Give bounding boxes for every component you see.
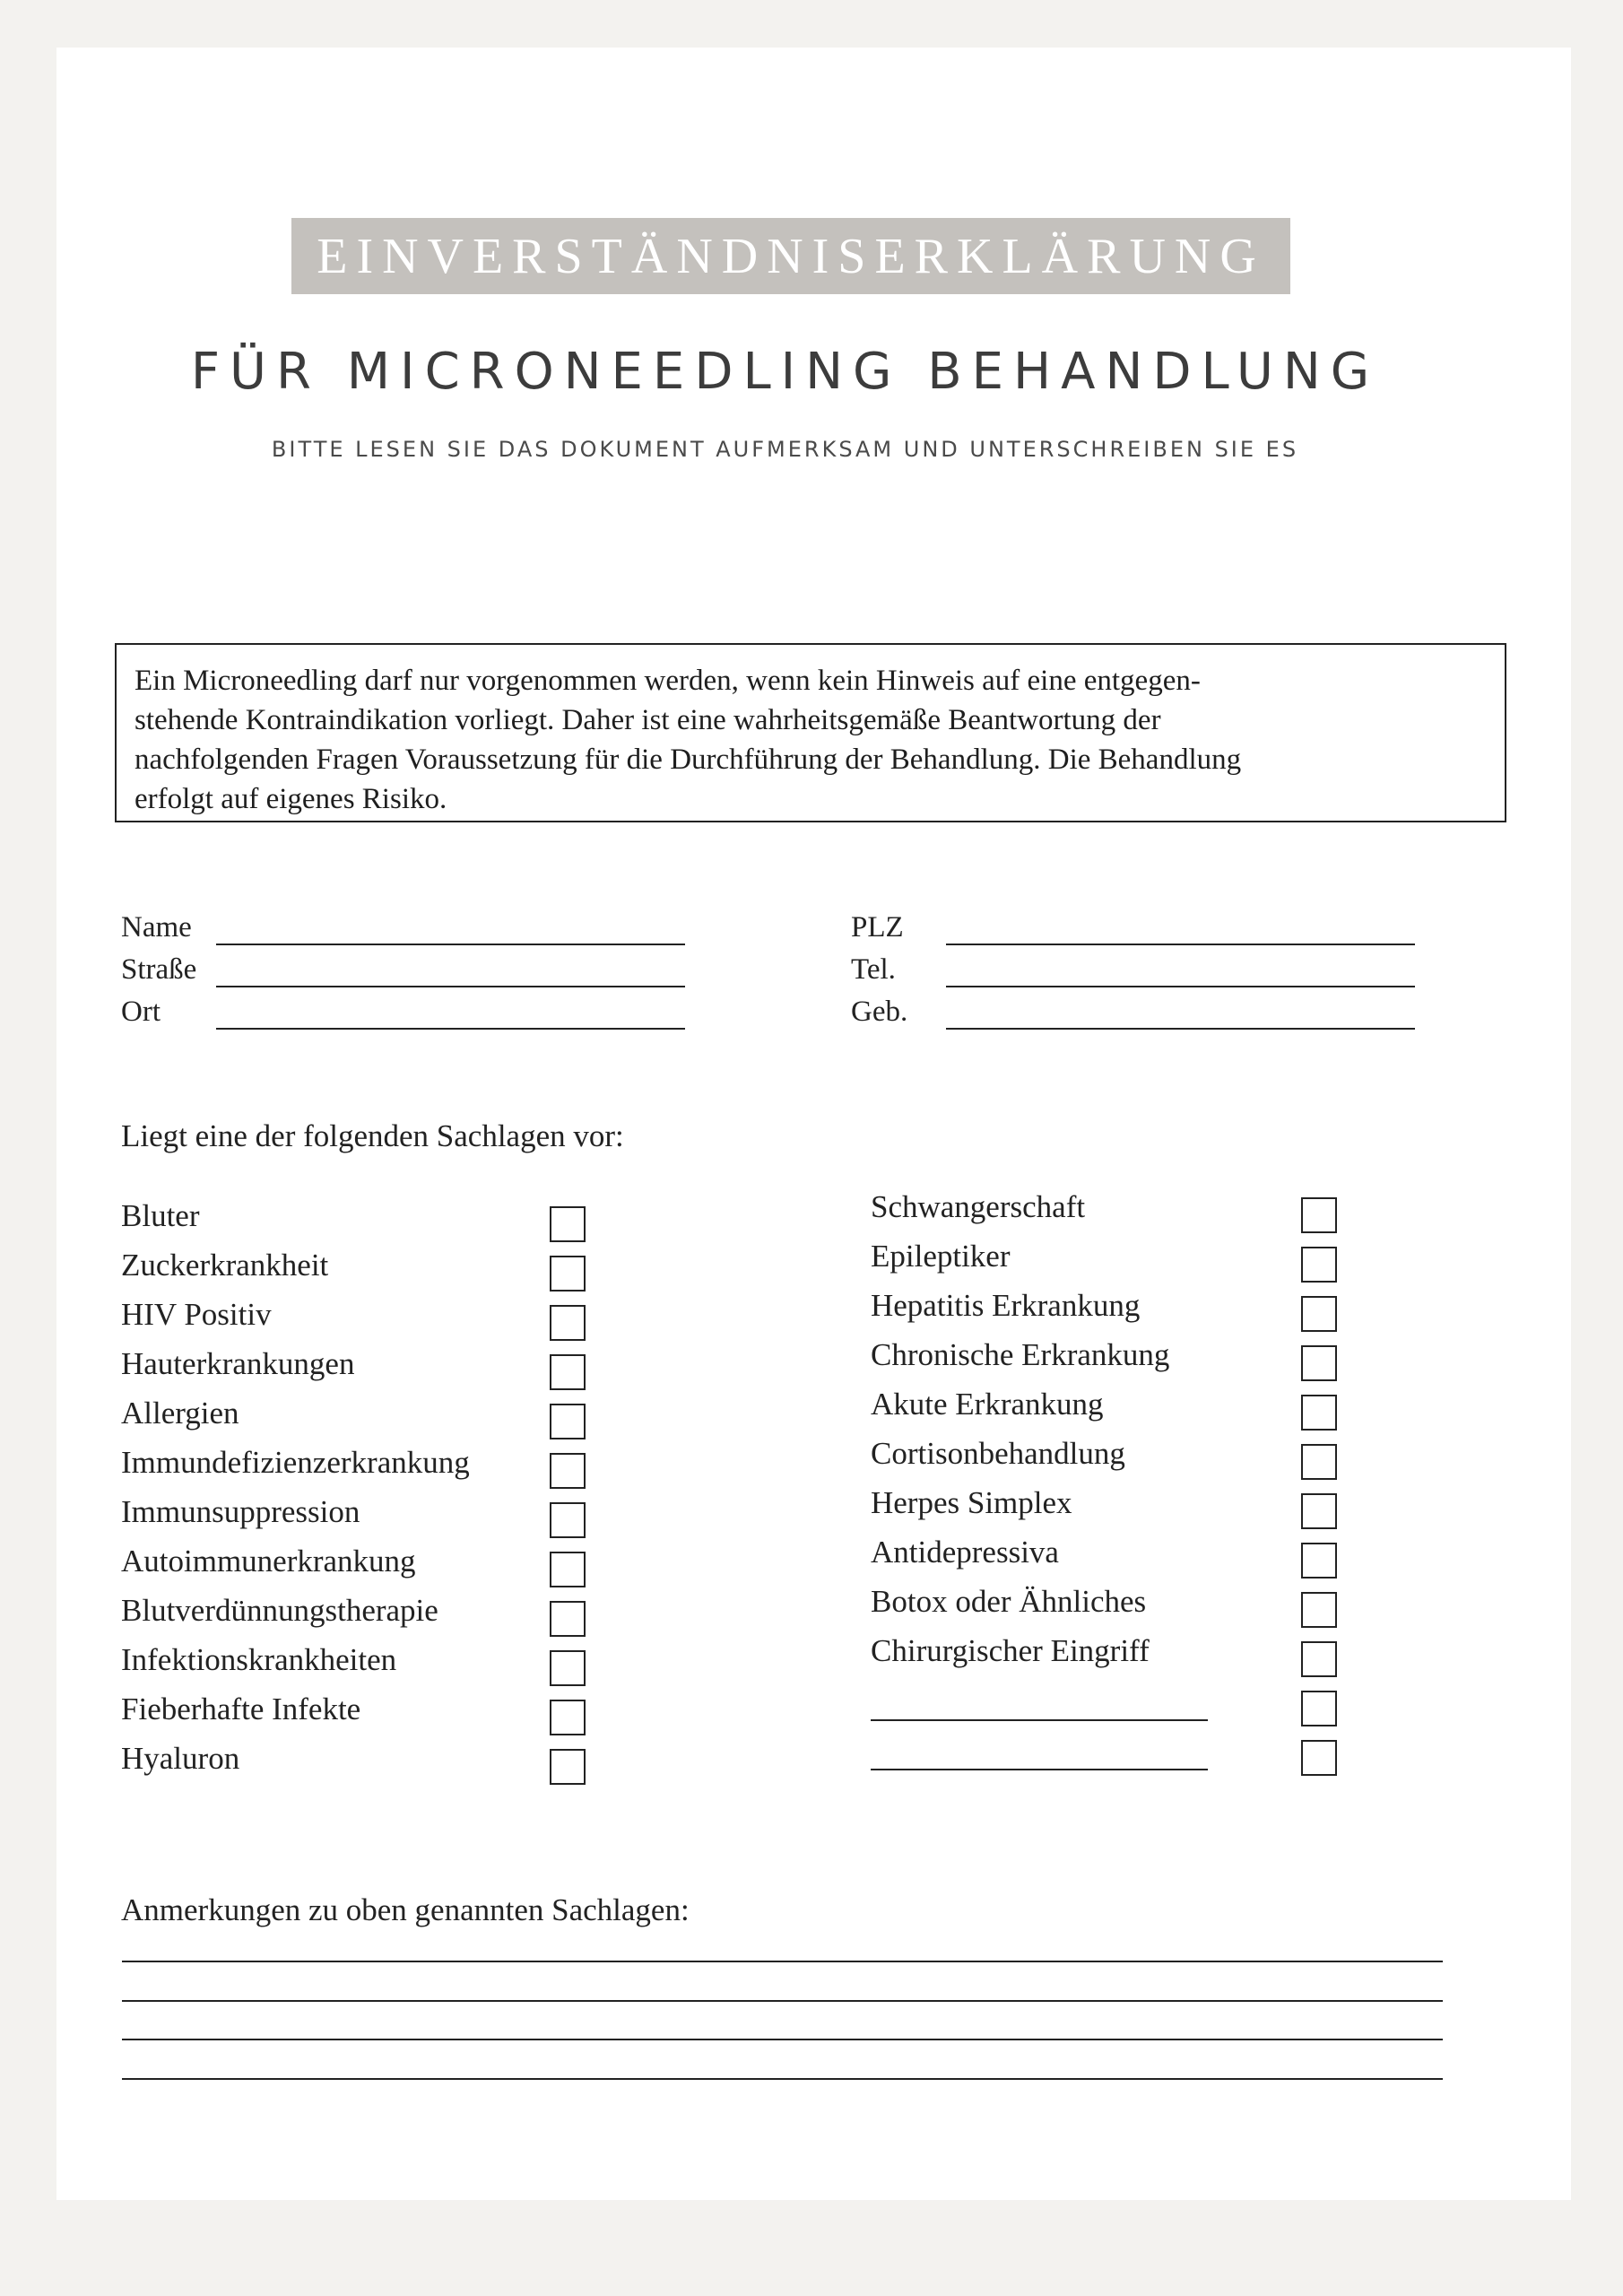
condition-label: HIV Positiv bbox=[121, 1297, 272, 1332]
condition-checkbox[interactable] bbox=[550, 1206, 586, 1242]
city-field[interactable] bbox=[216, 1028, 685, 1030]
condition-label: Botox oder Ähnliches bbox=[871, 1584, 1147, 1619]
condition-label: Akute Erkrankung bbox=[871, 1387, 1104, 1422]
condition-label: Antidepressiva bbox=[871, 1535, 1059, 1570]
remarks-line[interactable] bbox=[122, 1961, 1443, 1962]
condition-label: Allergien bbox=[121, 1396, 239, 1431]
phone-field[interactable] bbox=[946, 986, 1415, 987]
condition-label: Infektionskrankheiten bbox=[121, 1642, 397, 1677]
condition-label: Zuckerkrankheit bbox=[121, 1248, 329, 1283]
notice-box bbox=[115, 643, 1506, 822]
zip-label: PLZ bbox=[851, 911, 904, 944]
condition-label: Bluter bbox=[121, 1198, 200, 1233]
condition-checkbox[interactable] bbox=[1301, 1543, 1337, 1578]
condition-checkbox[interactable] bbox=[550, 1502, 586, 1538]
remarks-line[interactable] bbox=[122, 2078, 1443, 2080]
condition-checkbox[interactable] bbox=[550, 1453, 586, 1489]
name-field[interactable] bbox=[216, 944, 685, 945]
name-label: Name bbox=[121, 911, 192, 944]
condition-checkbox[interactable] bbox=[1301, 1296, 1337, 1332]
condition-label: Fieberhafte Infekte bbox=[121, 1692, 361, 1726]
custom-condition-field[interactable] bbox=[871, 1719, 1208, 1721]
city-label: Ort bbox=[121, 996, 161, 1028]
condition-checkbox[interactable] bbox=[550, 1256, 586, 1292]
notice-line: nachfolgenden Fragen Voraussetzung für die Durchführung der Behandlung. Die Behandlung bbox=[135, 744, 1242, 776]
condition-checkbox[interactable] bbox=[550, 1601, 586, 1637]
remarks-line[interactable] bbox=[122, 2000, 1443, 2002]
condition-label: Epileptiker bbox=[871, 1239, 1011, 1274]
birthdate-label: Geb. bbox=[851, 996, 908, 1028]
condition-checkbox[interactable] bbox=[550, 1552, 586, 1587]
condition-checkbox[interactable] bbox=[1301, 1345, 1337, 1381]
birthdate-field[interactable] bbox=[946, 1028, 1415, 1030]
street-label: Straße bbox=[121, 953, 197, 986]
condition-label: Hepatitis Erkrankung bbox=[871, 1288, 1141, 1323]
condition-label: Immundefizienzerkrankung bbox=[121, 1445, 470, 1480]
notice-line: erfolgt auf eigenes Risiko. bbox=[135, 783, 447, 815]
notice-line: stehende Kontraindikation vorliegt. Daher ist eine wahrheitsgemäße Beantwortung der bbox=[135, 704, 1161, 736]
condition-checkbox[interactable] bbox=[1301, 1493, 1337, 1529]
condition-label: Immunsuppression bbox=[121, 1494, 360, 1529]
condition-checkbox[interactable] bbox=[550, 1700, 586, 1735]
remarks-line[interactable] bbox=[122, 2039, 1443, 2040]
condition-checkbox[interactable] bbox=[550, 1650, 586, 1686]
condition-label: Autoimmunerkrankung bbox=[121, 1544, 416, 1578]
zip-field[interactable] bbox=[946, 944, 1415, 945]
form-instruction: BITTE LESEN SIE DAS DOKUMENT AUFMERKSAM UND UNTERSCHREIBEN SIE ES bbox=[271, 437, 1299, 462]
condition-label: Chronische Erkrankung bbox=[871, 1337, 1170, 1372]
conditions-question: Liegt eine der folgenden Sachlagen vor: bbox=[121, 1118, 624, 1153]
condition-checkbox[interactable] bbox=[1301, 1740, 1337, 1776]
condition-checkbox[interactable] bbox=[550, 1749, 586, 1785]
condition-checkbox[interactable] bbox=[1301, 1444, 1337, 1480]
condition-label: Hauterkrankungen bbox=[121, 1346, 355, 1381]
remarks-label: Anmerkungen zu oben genannten Sachlagen: bbox=[121, 1892, 690, 1927]
condition-label: Herpes Simplex bbox=[871, 1485, 1072, 1520]
condition-checkbox[interactable] bbox=[1301, 1592, 1337, 1628]
condition-checkbox[interactable] bbox=[550, 1404, 586, 1439]
notice-line: Ein Microneedling darf nur vorgenommen werden, wenn kein Hinweis auf eine entgegen- bbox=[135, 665, 1201, 697]
condition-label: Schwangerschaft bbox=[871, 1189, 1086, 1224]
condition-checkbox[interactable] bbox=[550, 1354, 586, 1390]
condition-label: Cortisonbehandlung bbox=[871, 1436, 1125, 1471]
form-subtitle: FÜR MICRONEEDLING BEHANDLUNG bbox=[190, 343, 1380, 401]
banner-title: EINVERSTÄNDNISERKLÄRUNG bbox=[317, 228, 1265, 284]
phone-label: Tel. bbox=[851, 953, 896, 986]
condition-label: Blutverdünnungstherapie bbox=[121, 1593, 438, 1628]
condition-checkbox[interactable] bbox=[1301, 1197, 1337, 1233]
custom-condition-field[interactable] bbox=[871, 1769, 1208, 1770]
condition-checkbox[interactable] bbox=[550, 1305, 586, 1341]
condition-label: Chirurgischer Eingriff bbox=[871, 1633, 1150, 1668]
street-field[interactable] bbox=[216, 986, 685, 987]
condition-checkbox[interactable] bbox=[1301, 1691, 1337, 1726]
condition-checkbox[interactable] bbox=[1301, 1247, 1337, 1283]
condition-checkbox[interactable] bbox=[1301, 1395, 1337, 1431]
title-banner bbox=[291, 218, 1290, 294]
condition-checkbox[interactable] bbox=[1301, 1641, 1337, 1677]
condition-label: Hyaluron bbox=[121, 1741, 240, 1776]
